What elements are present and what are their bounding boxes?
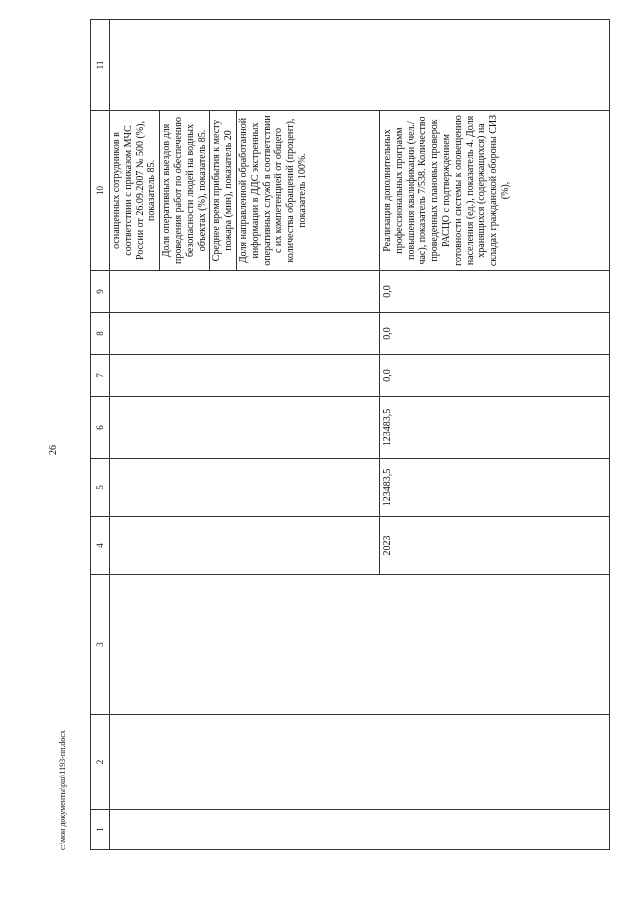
col-number: 11	[91, 20, 110, 111]
cell-v7	[110, 355, 380, 397]
indicator-text: Доля направленной обработанной информации в ДДС экстренных оперативных служб в соответствии с их компетенцией от общего количества обращений (процент), показатель 100%.	[236, 111, 310, 270]
col-number: 3	[91, 575, 110, 715]
indicator-text: Реализация дополнительных профессиональных программ повышения квалификации (чел./час), показатель 7/538. Количество проведенных плановых проверок РАСЦО с подтверждением готовности системы к оповещению населения (ед.), показатель 4. Доля хранящихся (содержащихся) на складах гражданской обороны СИЗ (%),	[380, 111, 610, 271]
indicator-text: Доля оперативных выездов для проведения работ по обеспечению безопасности людей на водных объектах (%), показатель 85.	[159, 111, 209, 270]
cell-v7: 0,0	[380, 355, 610, 397]
col-number: 1	[91, 810, 110, 850]
cell-v8: 0,0	[380, 313, 610, 355]
cell-v5	[110, 459, 380, 517]
budget-table	[90, 20, 610, 850]
cell-v6	[110, 397, 380, 459]
cell-v5: 123483,5	[380, 459, 610, 517]
column-number-row	[91, 20, 110, 850]
cell-v9: 0,0	[380, 271, 610, 313]
col-number: 6	[91, 397, 110, 459]
cell-indicators	[110, 111, 380, 271]
page-number: 26	[48, 445, 59, 455]
col-number: 9	[91, 271, 110, 313]
col-number: 10	[91, 111, 110, 271]
col-number: 7	[91, 355, 110, 397]
footer-file-path: c:\мои документы\рш\1193-пп.docx	[58, 730, 67, 850]
col-number: 4	[91, 517, 110, 575]
cell-v9	[110, 271, 380, 313]
cell-1	[110, 810, 610, 850]
indicator-text: оснащенных сотрудников в соответствии с приказом МЧС России от 26.09.2007 № 500 (%), показатель 85.	[111, 121, 158, 260]
table-row	[110, 20, 380, 850]
col-number: 8	[91, 313, 110, 355]
cell-year	[110, 517, 380, 575]
col-number: 2	[91, 715, 110, 810]
cell-year: 2023	[380, 517, 610, 575]
cell-11	[110, 20, 610, 111]
cell-v6: 123483,5	[380, 397, 610, 459]
cell-v8	[110, 313, 380, 355]
cell-2	[110, 715, 610, 810]
col-number: 5	[91, 459, 110, 517]
cell-3	[110, 575, 610, 715]
indicator-text: Среднее время прибытия к месту пожара (мин), показатель 20	[209, 111, 236, 270]
